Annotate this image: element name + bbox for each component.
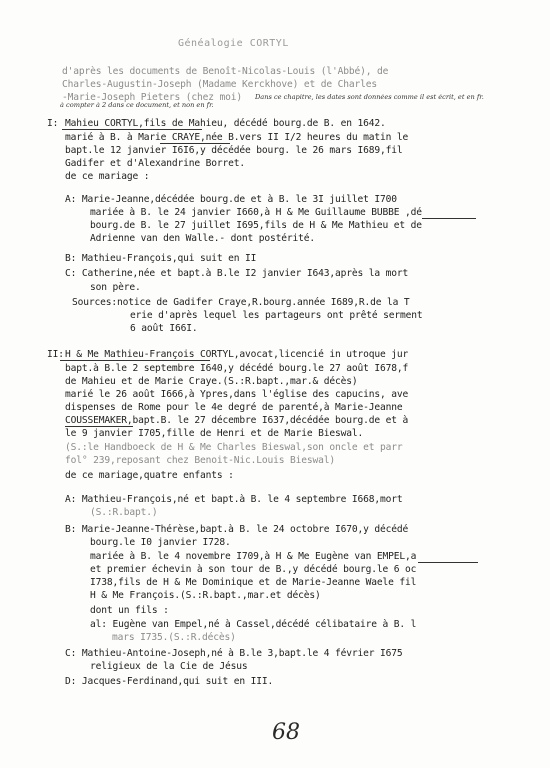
text-line: religieux de la Cie de Jésus bbox=[90, 661, 248, 672]
text-line: dispenses de Rome pour le 4e degré de parenté,à Marie-Jeanne bbox=[65, 402, 403, 413]
section-label: II: bbox=[47, 349, 64, 360]
underline-rule bbox=[65, 426, 133, 427]
text-line: de Mahieu et de Marie Craye.(S.:R.bapt.,mar.& décès) bbox=[65, 376, 358, 387]
text-line: Gadifer et d'Alexandrine Borret. bbox=[65, 158, 246, 169]
text-line: Sources:notice de Gadifer Craye,R.bourg.année I689,R.de la T bbox=[72, 297, 410, 308]
underline-rule bbox=[422, 218, 476, 219]
intro-line: Charles-Augustin-Joseph (Madame Kerckhove) et de Charles bbox=[62, 79, 378, 90]
text-line: Adrienne van den Walle.- dont postérité. bbox=[90, 233, 316, 244]
text-line: mars I735.(S.:R.décès) bbox=[112, 632, 236, 643]
handwritten-note: Dans ce chapitre, les dates sont données comme il est écrit, et en fr. bbox=[255, 94, 484, 101]
text-line: bapt.le 12 janvier I6I6,y décédée bourg. le 26 mars I689,fil bbox=[65, 145, 403, 156]
text-line: marié le 26 août I666,à Ypres,dans l'église des capucins, ave bbox=[65, 389, 409, 400]
handwritten-note: à compter à 2 dans ce document, et non en fr. bbox=[60, 102, 214, 109]
text-line: Mahieu CORTYL,fils de Mahieu, décédé bourg.de B. en 1642. bbox=[65, 118, 386, 129]
text-line: 6 août I66I. bbox=[130, 323, 198, 334]
text-line: bourg.le I0 janvier I728. bbox=[90, 537, 231, 548]
text-line: COUSSEMAKER,bapt.B. le 27 décembre I637,décédée bourg.de et à bbox=[65, 415, 409, 426]
text-line: D: Jacques-Ferdinand,qui suit en III. bbox=[65, 676, 274, 687]
text-line: marié à B. à Marie CRAYE,née B.vers II I/2 heures du matin le bbox=[65, 132, 409, 143]
text-line: al: Eugène van Empel,né à Cassel,décédé célibataire à B. l bbox=[90, 619, 417, 630]
text-line: H & Me François.(S.:R.bapt.,mar.et décès) bbox=[90, 590, 321, 601]
text-line: C: Catherine,née et bapt.à B.le I2 janvier I643,après la mort bbox=[65, 268, 409, 279]
text-line: de ce mariage,quatre enfants : bbox=[65, 470, 234, 481]
text-line: (S.:R.bapt.) bbox=[90, 507, 158, 518]
underline-rule bbox=[160, 143, 230, 144]
text-line: A: Mathieu-François,né et bapt.à B. le 4 septembre I668,mort bbox=[65, 494, 403, 505]
text-line: mariée à B. le 24 janvier I660,à H & Me Guillaume BUBBE ,dé bbox=[90, 207, 422, 218]
text-line: fol° 239,reposant chez Benoit-Nic.Louis Bieswal) bbox=[65, 455, 336, 466]
text-line: et premier échevin à son tour de B.,y décédé bourg.le 6 oc bbox=[90, 564, 417, 575]
handwritten-page-number: 68 bbox=[272, 720, 300, 745]
text-line: B: Mathieu-François,qui suit en II bbox=[65, 253, 257, 264]
text-line: erie d'après lequel les partageurs ont prêté serment bbox=[130, 310, 423, 321]
text-line: H & Me Mathieu-François CORTYL,avocat,licencié in utroque jur bbox=[65, 349, 409, 360]
text-line: (S.:le Handboeck de H & Me Charles Bieswal,son oncle et parr bbox=[65, 442, 403, 453]
text-line: son père. bbox=[90, 282, 141, 293]
text-line: le 9 janvier I705,fille de Henri et de Marie Bieswal. bbox=[65, 428, 364, 439]
text-line: mariée à B. le 4 novembre I709,à H & Me Eugène van EMPEL,a bbox=[90, 551, 417, 562]
section-label: I: bbox=[47, 118, 59, 129]
underline-rule bbox=[62, 129, 202, 130]
intro-line: d'après les documents de Benoît-Nicolas-Louis (l'Abbé), de bbox=[62, 66, 389, 77]
text-line: bourg.de B. le 27 juillet I695,fils de H & Me Mathieu et de bbox=[90, 220, 422, 231]
text-line: bapt.à B.le 2 septembre I640,y décédé bourg.le 27 août I678,f bbox=[65, 363, 409, 374]
underline-rule bbox=[418, 562, 478, 563]
document-title: Généalogie CORTYL bbox=[178, 38, 289, 49]
text-line: C: Mathieu-Antoine-Joseph,né à B.le 3,bapt.le 4 février I675 bbox=[65, 648, 403, 659]
intro-line: -Marie-Joseph Pieters (chez moi) bbox=[62, 92, 243, 103]
text-line: de ce mariage : bbox=[65, 171, 150, 182]
underline-rule bbox=[60, 360, 210, 361]
text-line: B: Marie-Jeanne-Thérèse,bapt.à B. le 24 octobre I670,y décédé bbox=[65, 524, 409, 535]
text-line: dont un fils : bbox=[90, 605, 169, 616]
text-line: I738,fils de H & Me Dominique et de Marie-Jeanne Waele fil bbox=[90, 577, 417, 588]
text-line: A: Marie-Jeanne,décédée bourg.de et à B. le 3I juillet I700 bbox=[65, 194, 397, 205]
